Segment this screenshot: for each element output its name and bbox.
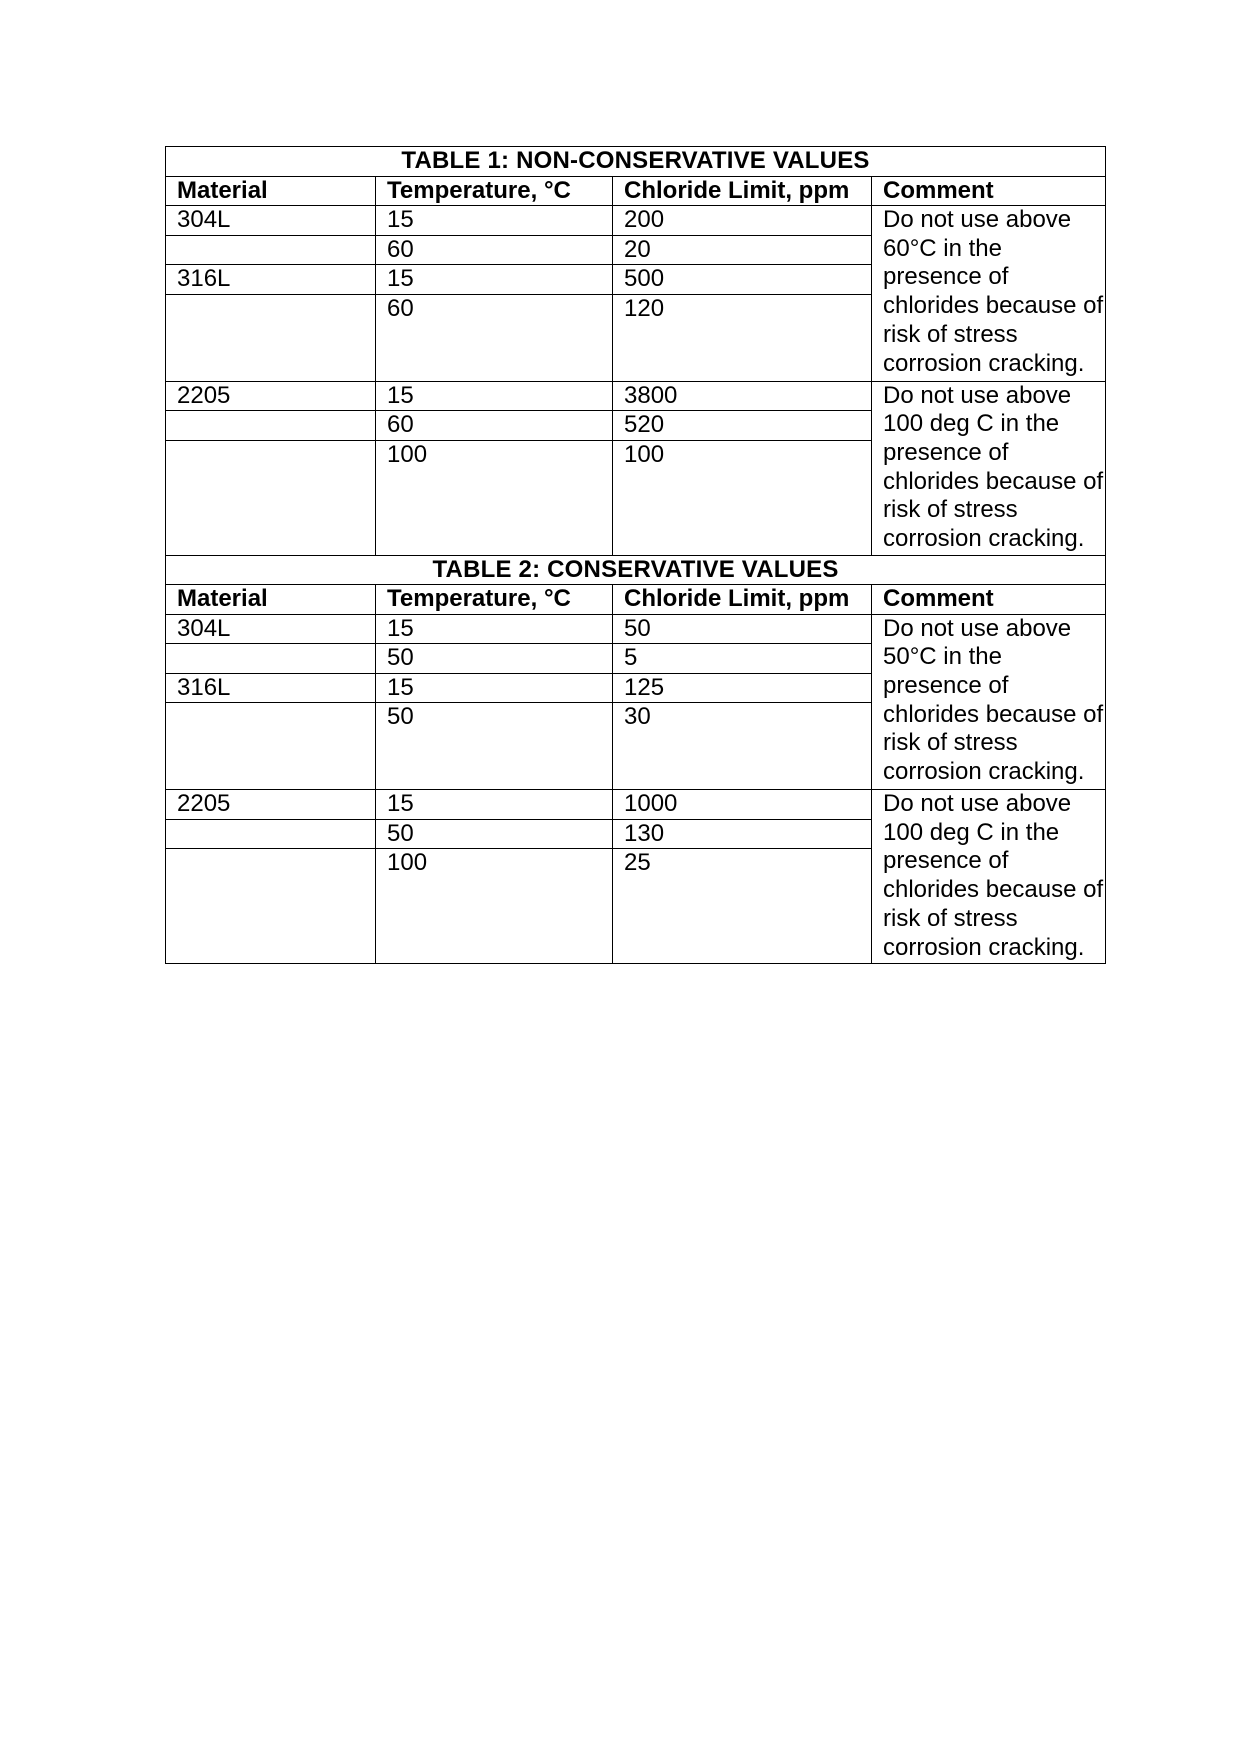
table1-title-row bbox=[166, 147, 1106, 177]
table-row bbox=[166, 614, 1106, 644]
material-cell bbox=[166, 849, 376, 964]
header-chloride: Chloride Limit, ppm bbox=[613, 585, 872, 615]
material-cell: 304L bbox=[166, 206, 376, 236]
table-row bbox=[166, 790, 1106, 820]
temperature-cell: 60 bbox=[376, 294, 613, 381]
table1-title: TABLE 1: NON-CONSERVATIVE VALUES bbox=[166, 147, 1106, 177]
material-cell bbox=[166, 703, 376, 790]
temperature-cell: 15 bbox=[376, 790, 613, 820]
chloride-cell: 30 bbox=[613, 703, 872, 790]
chloride-cell: 20 bbox=[613, 235, 872, 265]
table-row bbox=[166, 381, 1106, 411]
comment-cell: Do not use above 60°C in the presence of chlorides because of risk of stress corrosion cracking. bbox=[872, 206, 1106, 382]
temperature-cell: 15 bbox=[376, 265, 613, 295]
material-cell bbox=[166, 644, 376, 674]
temperature-cell: 15 bbox=[376, 381, 613, 411]
material-cell bbox=[166, 440, 376, 555]
comment-cell: Do not use above 100 deg C in the presence of chlorides because of risk of stress corrosion cracking. bbox=[872, 790, 1106, 964]
material-cell: 316L bbox=[166, 673, 376, 703]
chloride-cell: 500 bbox=[613, 265, 872, 295]
temperature-cell: 15 bbox=[376, 206, 613, 236]
temperature-cell: 50 bbox=[376, 819, 613, 849]
material-cell bbox=[166, 294, 376, 381]
material-cell: 2205 bbox=[166, 790, 376, 820]
temperature-cell: 50 bbox=[376, 644, 613, 674]
table-row bbox=[166, 206, 1106, 236]
chloride-cell: 200 bbox=[613, 206, 872, 236]
table2-title-row bbox=[166, 555, 1106, 585]
header-temperature: Temperature, °C bbox=[376, 585, 613, 615]
chloride-cell: 5 bbox=[613, 644, 872, 674]
material-cell bbox=[166, 235, 376, 265]
temperature-cell: 15 bbox=[376, 614, 613, 644]
material-cell: 304L bbox=[166, 614, 376, 644]
material-cell: 316L bbox=[166, 265, 376, 295]
temperature-cell: 100 bbox=[376, 849, 613, 964]
chloride-cell: 3800 bbox=[613, 381, 872, 411]
header-material: Material bbox=[166, 176, 376, 206]
table2-header-row bbox=[166, 585, 1106, 615]
header-comment: Comment bbox=[872, 585, 1106, 615]
chloride-cell: 25 bbox=[613, 849, 872, 964]
header-comment: Comment bbox=[872, 176, 1106, 206]
temperature-cell: 60 bbox=[376, 235, 613, 265]
comment-cell: Do not use above 100 deg C in the presence of chlorides because of risk of stress corrosion cracking. bbox=[872, 381, 1106, 555]
temperature-cell: 15 bbox=[376, 673, 613, 703]
chloride-cell: 130 bbox=[613, 819, 872, 849]
temperature-cell: 60 bbox=[376, 411, 613, 441]
comment-cell: Do not use above 50°C in the presence of chlorides because of risk of stress corrosion cracking. bbox=[872, 614, 1106, 790]
header-temperature: Temperature, °C bbox=[376, 176, 613, 206]
chloride-limits-table bbox=[165, 146, 1106, 964]
chloride-cell: 120 bbox=[613, 294, 872, 381]
table1-header-row bbox=[166, 176, 1106, 206]
temperature-cell: 50 bbox=[376, 703, 613, 790]
chloride-cell: 1000 bbox=[613, 790, 872, 820]
material-cell bbox=[166, 819, 376, 849]
table2-title: TABLE 2: CONSERVATIVE VALUES bbox=[166, 555, 1106, 585]
material-cell bbox=[166, 411, 376, 441]
chloride-cell: 100 bbox=[613, 440, 872, 555]
material-cell: 2205 bbox=[166, 381, 376, 411]
header-material: Material bbox=[166, 585, 376, 615]
header-chloride: Chloride Limit, ppm bbox=[613, 176, 872, 206]
chloride-cell: 520 bbox=[613, 411, 872, 441]
chloride-cell: 50 bbox=[613, 614, 872, 644]
temperature-cell: 100 bbox=[376, 440, 613, 555]
chloride-cell: 125 bbox=[613, 673, 872, 703]
